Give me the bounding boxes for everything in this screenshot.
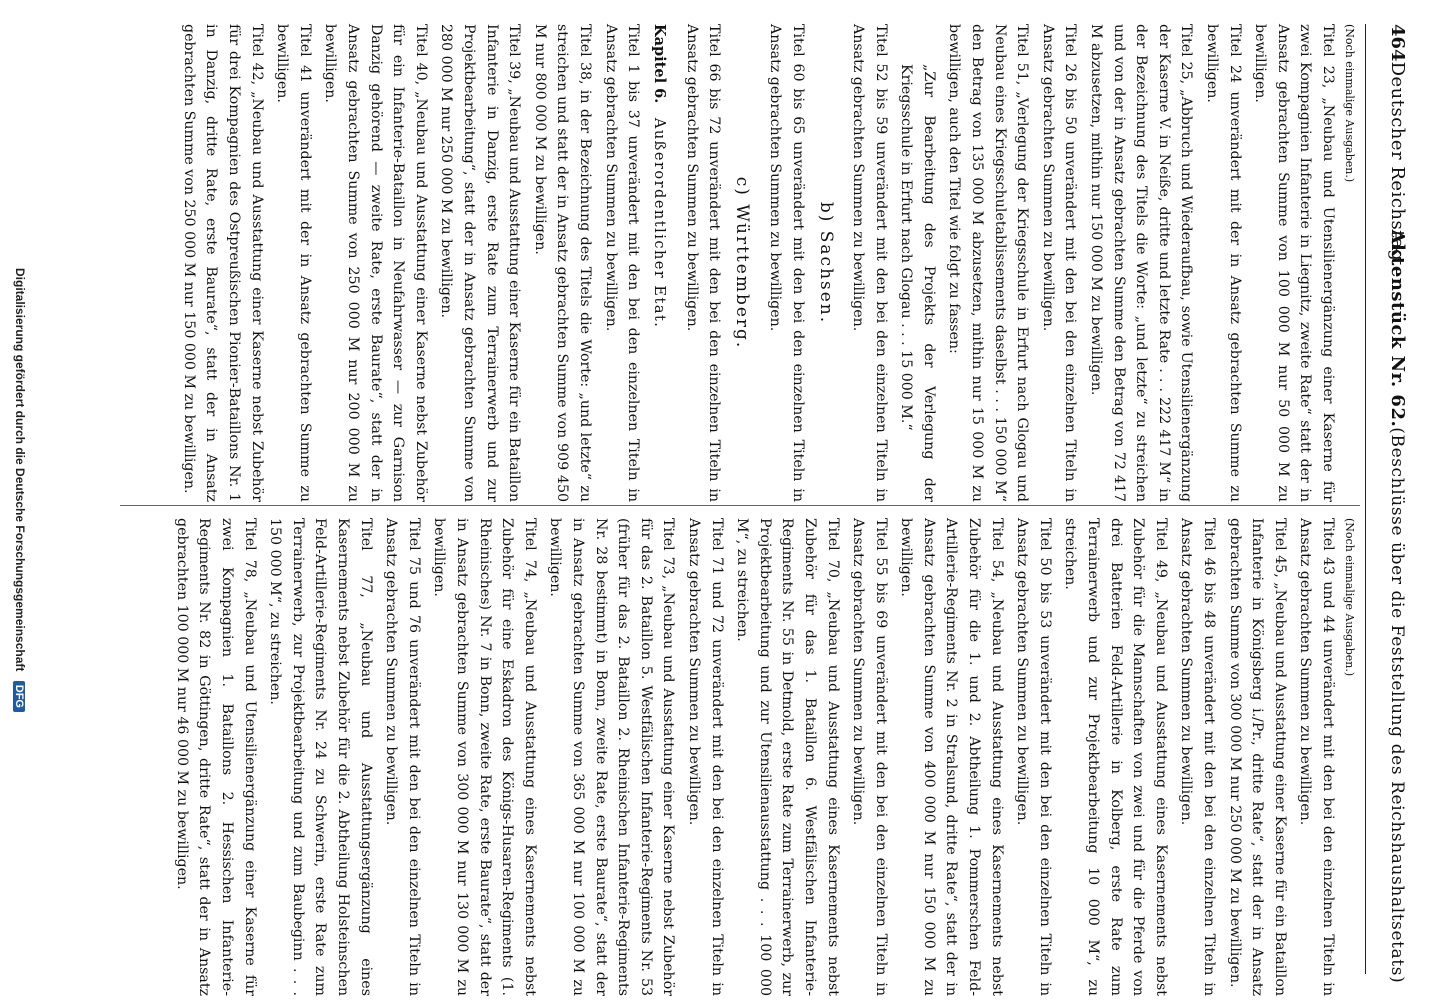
dfg-logo: DFG: [13, 681, 25, 712]
chapter-title: Außerordentlicher Etat.: [651, 117, 668, 329]
chapter-label: Kapitel 6.: [651, 24, 669, 104]
entry-paragraph: Titel 46 bis 48 unverändert mit den bei den einzelnen Titeln in Ansatz gebrachten Summen zu bewilligen.: [1178, 518, 1218, 996]
publication-name: Deutscher Reichstag.: [1387, 61, 1408, 268]
entry-paragraph: Titel 78, „Neubau und Utensilienergänzung einer Kaserne für zwei Kompagnien 1. Bataillons 2. Hessischen Infanterie-Regiments Nr. 82 in Göttingen, dritte Rate“, statt der in Ansatz gebrachten 100 000 M nur 46 000 M zu bewilligen.: [173, 518, 258, 996]
entry-paragraph: Titel 50 bis 53 unverändert mit den bei den einzelnen Titeln in Ansatz gebrachten Summen zu bewilligen.: [1014, 518, 1053, 996]
page-header: [1368, 24, 1408, 984]
left-column: [174, 24, 1356, 502]
column-divider: [120, 505, 1360, 506]
entry-paragraph: Titel 39, „Neubau und Ausstattung einer Kaserne für ein Bataillon Infanterie in Danzig, erste Rate zum Terrainerwerb und zur Projektbearbeitung“, statt der in Ansatz gebrachten Summe von 280 000 M nur 250 000 M zu bewilligen.: [438, 24, 523, 502]
document-number: Aktenstück Nr. 62.: [1387, 229, 1408, 428]
entry-paragraph: Titel 26 bis 50 unverändert mit den bei den einzelnen Titeln in Ansatz gebrachten Summen zu bewilligen.: [1039, 24, 1079, 502]
continuation-note: (Noch einmalige Ausgaben.): [1343, 24, 1356, 183]
quoted-title: „Zur Bearbeitung des Projekts der Verlegung der Kriegsschule in Erfurt nach Glogau . . . 15 000 M.“: [898, 64, 937, 502]
entry-paragraph: Titel 52 bis 59 unverändert mit den bei den einzelnen Titeln in Ansatz gebrachten Summen zu bewilligen.: [850, 24, 889, 502]
chapter-heading: [648, 24, 670, 502]
entry-paragraph: Titel 38, in der Bezeichnung des Titels die Worte: „und letzte“ zu streichen und statt der in Ansatz gebrachten Summe von 909 450 M nur 800 000 M zu bewilligen.: [531, 24, 593, 502]
entry-paragraph: Titel 77, „Neubau und Ausstattungsergänzung eines Kasernements nebst Zubehör für die 2. Abtheilung Holsteinschen Feld-Artillerie-Regiments Nr. 24 zu Schwerin, erste Rate zum Terrainerwerb, zur Projektbearbeitung und zum Baubeginn . . . 150 000 M“, zu streichen.: [267, 518, 374, 996]
page-number: 464: [1387, 24, 1408, 62]
continuation-note: (Noch einmalige Ausgaben.): [1343, 518, 1356, 677]
entry-paragraph: Titel 74, „Neubau und Ausstattung eines Kasernements nebst Zubehör für eine Eskadron des Königs-Husaren-Regiments (1. Rheinisches) Nr. 7 in Bonn, zweite Rate, erste Baurate“, statt der in Ansatz gebrachten Summe von 300 000 M nur 130 000 M zu bewilligen.: [431, 518, 538, 996]
entry-paragraph: Titel 42, „Neubau und Ausstattung einer Kaserne nebst Zubehör für drei Kompagnien des Ostpreußischen Pionier-Bataillons Nr. 1 in Danzig, dritte Rate, erste Baurate“, statt der in Ansatz gebrachten Summe von 250 000 M nur 150 000 M zu bewilligen.: [180, 24, 265, 502]
entry-paragraph: Titel 41 unverändert mit der in Ansatz gebrachten Summe zu bewilligen.: [274, 24, 313, 502]
digitization-credit-text: Digitalisierung gefördert durch die Deutsche Forschungsgemeinschaft: [13, 268, 27, 672]
digitization-credit: [13, 0, 27, 980]
entry-paragraph: Titel 55 bis 69 unverändert mit den bei den einzelnen Titeln in Ansatz gebrachten Summen zu bewilligen.: [850, 518, 889, 996]
entry-paragraph: Titel 25, „Abbruch und Wiederaufbau, sowie Utensilienergänzung der Kaserne V. in Neiße, dritte und letzte Rate . . . 222 417 M“ in der Bezeichnung des Titels die Worte: „und letzte“ zu streichen und von der in Ansatz gebrachten Summe den Betrag von 72 417 M abzusetzen, mithin nur 150 000 M zu bewilligen.: [1088, 24, 1195, 502]
entry-paragraph: Titel 54, „Neubau und Ausstattung eines Kasernements nebst Zubehör für die 1. und 2. Abtheilung 1. Pommerschen Feld-Artillerie-Regiments Nr. 2 in Stralsund, dritte Rate“, statt der in Ansatz gebrachten Summe von 400 000 M nur 150 000 M zu bewilligen.: [898, 518, 1005, 996]
entry-paragraph: Titel 73, „Neubau und Ausstattung einer Kaserne nebst Zubehör für das 2. Bataillon 5. Westfälischen Infanterie-Regiments Nr. 53 (früher für das 2. Bataillon 2. Rheinischen Infanterie-Regiments Nr. 28 bestimmt) in Bonn, zweite Rate, erste Baurate“, statt der in Ansatz gebrachten Summe von 365 000 M nur 100 000 M zu bewilligen.: [547, 518, 677, 996]
section-heading-wuerttemberg: c) Württemberg.: [732, 176, 753, 350]
entry-paragraph: Titel 43 und 44 unverändert mit den bei den einzelnen Titeln in Ansatz gebrachten Summen zu bewilligen.: [1297, 518, 1336, 996]
entry-paragraph: Titel 66 bis 72 unverändert mit den bei den einzelnen Titeln in Ansatz gebrachten Summen zu bewilligen.: [683, 24, 723, 502]
document-title: (Beschlüsse über die Feststellung des Reichshaushaltsetats): [1387, 427, 1407, 984]
entry-paragraph: Titel 23, „Neubau und Utensilienergänzung einer Kaserne für zwei Kompagnien Infanterie in Liegnitz, zweite Rate“ statt der in Ansatz gebrachten Summe von 100 000 M nur 50 000 M zu bewilligen.: [1252, 24, 1336, 502]
entry-paragraph: Titel 49, „Neubau und Ausstattung eines Kasernements nebst Zubehör für die Mannschaften von zwei und für die Pferde von drei Batterien Feld-Artillerie in Kolberg, erste Rate zum Terrainerwerb und zur Projektbearbeitung 10 000 M“, zu streichen.: [1062, 518, 1169, 996]
entry-paragraph: Titel 70, „Neubau und Ausstattung eines Kasernements nebst Zubehör für das 1. Bataillon 6. Westfälischen Infanterie-Regiments Nr. 55 in Detmold, erste Rate zum Terrainerwerb, zur Projektbearbeitung und zur Utensilienausstattung . . . 100 000 M“, zu streichen.: [734, 518, 841, 996]
entry-paragraph: Titel 45, „Neubau und Ausstattung einer Kaserne für ein Bataillon Infanterie in Königsberg i./Pr., dritte Rate“, statt der in Ansatz gebrachten Summe von 300 000 M nur 250 000 M zu bewilligen.: [1226, 518, 1288, 996]
entry-paragraph: Titel 51, „Verlegung der Kriegsschule in Erfurt nach Glogau und Neubau eines Kriegsschuletablissements daselbst . . . 150 000 M“ den Betrag von 135 000 M abzusetzen, mithin nur 15 000 M zu bewilligen, auch den Titel wie folgt zu fassen:: [946, 24, 1031, 502]
entry-paragraph: Titel 71 und 72 unverändert mit den bei den einzelnen Titeln in Ansatz gebrachten Summen zu bewilligen.: [685, 518, 725, 996]
entry-paragraph: Titel 60 bis 65 unverändert mit den bei den einzelnen Titeln in Ansatz gebrachten Summen zu bewilligen.: [766, 24, 806, 502]
header-rule: [1365, 24, 1366, 974]
entry-paragraph: Titel 24 unverändert mit der in Ansatz gebrachten Summe zu bewilligen.: [1204, 24, 1243, 502]
entry-paragraph: Titel 75 und 76 unverändert mit den bei den einzelnen Titeln in Ansatz gebrachten Summen zu bewilligen.: [383, 518, 422, 996]
entry-paragraph: Titel 40, „Neubau und Ausstattung einer Kaserne nebst Zubehör für ein Infanterie-Bataillon in Neufahrwasser — zur Garnison Danzig gehörend — zweite Rate, erste Baurate“, statt der in Ansatz gebrachten Summe von 250 000 M nur 200 000 M zu bewilligen.: [322, 24, 429, 502]
right-column: [167, 518, 1356, 996]
section-heading-sachsen: b) Sachsen.: [815, 201, 836, 325]
entry-paragraph: Titel 1 bis 37 unverändert mit den bei den einzelnen Titeln in Ansatz gebrachten Summen zu bewilligen.: [602, 24, 642, 502]
